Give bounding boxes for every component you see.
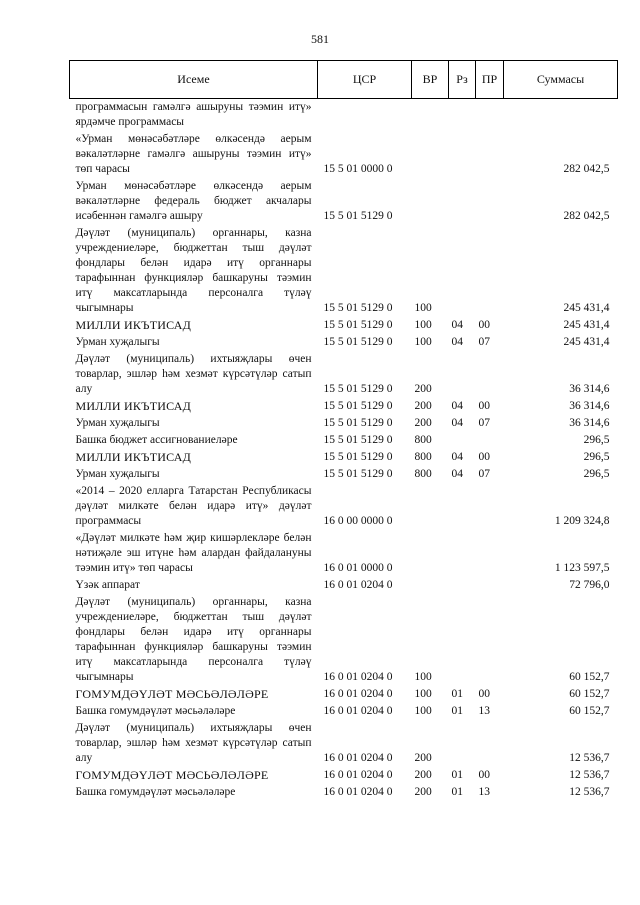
page-number: 581 [311,32,329,46]
row-rz: 04 [451,400,463,412]
row-rz [449,351,476,398]
row-name: ГОМУМДӘҮЛӘТ МӘСЬӘЛӘЛӘРЕ [75,768,269,782]
row-name: МИЛЛИ ИКЪТИСАД [75,450,191,464]
row-vr [412,483,449,530]
row-csr: 15 5 01 5129 0 [323,434,393,446]
table-row [70,398,618,415]
row-pr: 00 [478,769,490,781]
row-rz: 01 [451,786,463,798]
row-csr: 15 5 01 0000 0 [323,163,393,175]
row-csr: 15 5 01 5129 0 [323,417,393,429]
row-rz: 04 [451,417,463,429]
row-name: МИЛЛИ ИКЪТИСАД [75,318,191,332]
row-vr: 100 [414,688,432,700]
row-csr: 16 0 01 0204 0 [323,705,393,717]
table-row [70,577,618,594]
table-body [70,99,618,802]
row-vr: 800 [414,434,432,446]
row-name: Дәүләт (муниципаль) органнары, казна учреждениеләре, бюджеттан тыш дәүләт фондлары белән идарә итү органнары тарафыннан функцияләр башкаруны тәэмин итү максатларында персоналга түләү чыгымнары [75,227,312,314]
row-vr: 200 [414,400,432,412]
row-pr [476,577,504,594]
row-csr: 15 5 01 5129 0 [323,451,393,463]
row-csr: 16 0 01 0204 0 [323,769,393,781]
table-row [70,720,618,767]
column-header-vr: ВР [412,61,449,99]
row-sum: 12 536,7 [569,786,610,798]
row-csr [318,99,412,132]
row-rz [449,483,476,530]
row-csr: 15 5 01 5129 0 [323,383,393,395]
row-pr: 00 [478,688,490,700]
row-csr: 16 0 01 0204 0 [323,671,393,683]
row-vr: 800 [414,468,432,480]
row-vr [412,530,449,577]
row-csr: 15 5 01 5129 0 [323,400,393,412]
row-csr: 16 0 01 0204 0 [323,786,393,798]
table-row [70,415,618,432]
row-csr: 15 5 01 5129 0 [323,210,393,222]
row-name: Урман хуҗалыгы [75,336,160,348]
row-rz: 01 [451,705,463,717]
row-vr: 100 [414,336,432,348]
row-sum: 12 536,7 [569,769,610,781]
budget-table [69,60,618,801]
row-pr [476,351,504,398]
row-rz [449,131,476,178]
row-pr [476,720,504,767]
row-pr [476,131,504,178]
row-csr: 16 0 01 0000 0 [323,562,393,574]
row-sum: 296,5 [583,468,610,480]
table-row [70,703,618,720]
row-rz [449,178,476,225]
row-sum: 36 314,6 [569,417,610,429]
row-sum: 1 209 324,8 [554,515,610,527]
row-vr [412,99,449,132]
row-sum: 282 042,5 [563,163,610,175]
row-name: «Дәүләт милкәте һәм җир кишәрлекләре белән нәтиҗәле эш итүне һәм алардан файдалануны тәэмин итү» төп чарасы [75,532,312,574]
row-sum: 12 536,7 [569,752,610,764]
row-pr [476,225,504,317]
row-rz [449,225,476,317]
row-csr: 16 0 00 0000 0 [323,515,393,527]
row-pr [476,178,504,225]
row-sum: 36 314,6 [569,383,610,395]
row-pr: 13 [478,786,490,798]
row-pr [476,99,504,132]
row-name: Дәүләт (муниципаль) ихтыяҗлары өчен товарлар, эшләр һәм хезмәт күрсәтүләр сатып алу [75,353,312,395]
row-vr [412,131,449,178]
row-pr [476,483,504,530]
row-pr: 07 [478,336,490,348]
column-header-csr: ЦСР [318,61,412,99]
row-name: «Урман мөнәсәбәтләре өлкәсендә аерым вәкаләтләрне гамәлгә ашыруны тәэмин итү» төп чарасы [75,133,312,175]
row-sum: 60 152,7 [569,671,610,683]
row-pr [476,594,504,686]
table-row [70,99,618,132]
row-name: Дәүләт (муниципаль) ихтыяҗлары өчен товарлар, эшләр һәм хезмәт күрсәтүләр сатып алу [75,722,312,764]
row-name: Башка гомумдәүләт мәсьәләләре [75,786,236,798]
row-name: Үзәк аппарат [75,579,140,591]
row-pr [476,530,504,577]
row-name: МИЛЛИ ИКЪТИСАД [75,399,191,413]
table-row [70,594,618,686]
row-name: Урман хуҗалыгы [75,468,160,480]
row-vr: 100 [414,319,432,331]
row-vr: 200 [414,786,432,798]
table-row [70,686,618,703]
column-header-rz: Рз [449,61,476,99]
row-csr: 15 5 01 5129 0 [323,302,393,314]
row-rz: 04 [451,319,463,331]
row-sum: 245 431,4 [563,336,610,348]
table-row [70,483,618,530]
row-csr: 15 5 01 5129 0 [323,336,393,348]
row-vr [412,577,449,594]
table-header [70,61,618,99]
row-rz [449,530,476,577]
table-row [70,131,618,178]
row-sum [504,99,618,132]
row-vr [412,178,449,225]
row-sum: 282 042,5 [563,210,610,222]
row-vr: 800 [414,451,432,463]
row-rz: 04 [451,336,463,348]
column-header-pr: ПР [476,61,504,99]
row-rz: 04 [451,468,463,480]
row-pr: 13 [478,705,490,717]
row-rz [449,720,476,767]
row-name: Урман хуҗалыгы [75,417,160,429]
row-rz [449,432,476,449]
row-sum: 1 123 597,5 [554,562,610,574]
row-sum: 296,5 [583,451,610,463]
row-name: «2014 – 2020 елларга Татарстан Республикасы дәүләт милкәте белән идарә итү» дәүләт программасы [75,485,312,527]
row-pr: 07 [478,468,490,480]
table-row [70,432,618,449]
row-pr: 00 [478,451,490,463]
table-row [70,767,618,784]
row-sum: 36 314,6 [569,400,610,412]
table-row [70,225,618,317]
row-rz: 01 [451,769,463,781]
row-sum: 60 152,7 [569,705,610,717]
row-sum: 60 152,7 [569,688,610,700]
row-name: Башка гомумдәүләт мәсьәләләре [75,705,236,717]
row-pr: 00 [478,400,490,412]
table-row [70,334,618,351]
row-name: Урман мөнәсәбәтләре өлкәсендә аерым вәкаләтләрне федераль бюджет акчалары исәбеннән гамәлгә ашыру [75,180,312,222]
row-rz [449,577,476,594]
column-header-sum: Суммасы [504,61,618,99]
row-sum: 296,5 [583,434,610,446]
row-sum: 245 431,4 [563,302,610,314]
row-rz [449,99,476,132]
row-pr: 07 [478,417,490,429]
table-row [70,351,618,398]
row-vr: 200 [414,383,432,395]
row-vr: 100 [414,302,432,314]
table-row [70,784,618,801]
row-sum: 72 796,0 [569,579,610,591]
table-row [70,449,618,466]
row-csr: 16 0 01 0204 0 [323,752,393,764]
row-csr: 15 5 01 5129 0 [323,468,393,480]
row-pr [476,432,504,449]
row-rz [449,594,476,686]
row-name: Башка бюджет ассигнованиеләре [75,434,238,446]
row-sum: 245 431,4 [563,319,610,331]
row-rz: 04 [451,451,463,463]
row-csr: 15 5 01 5129 0 [323,319,393,331]
table-row [70,530,618,577]
column-header-name: Исеме [70,61,318,99]
row-name: Дәүләт (муниципаль) органнары, казна учреждениеләре, бюджеттан тыш дәүләт фондлары белән идарә итү органнары тарафыннан функцияләр башкаруны тәэмин итү максатларында персоналга түләү чыгымнары [75,596,312,683]
row-csr: 16 0 01 0204 0 [323,688,393,700]
row-vr: 100 [414,671,432,683]
row-name: программасын гамәлгә ашыруны тәэмин итү» ярдәмче программасы [75,101,312,128]
row-csr: 16 0 01 0204 0 [323,579,393,591]
table-row [70,466,618,483]
row-vr: 200 [414,752,432,764]
row-pr: 00 [478,319,490,331]
row-vr: 200 [414,417,432,429]
row-vr: 100 [414,705,432,717]
row-name: ГОМУМДӘҮЛӘТ МӘСЬӘЛӘЛӘРЕ [75,687,269,701]
row-rz: 01 [451,688,463,700]
table-row [70,317,618,334]
row-vr: 200 [414,769,432,781]
table-row [70,178,618,225]
